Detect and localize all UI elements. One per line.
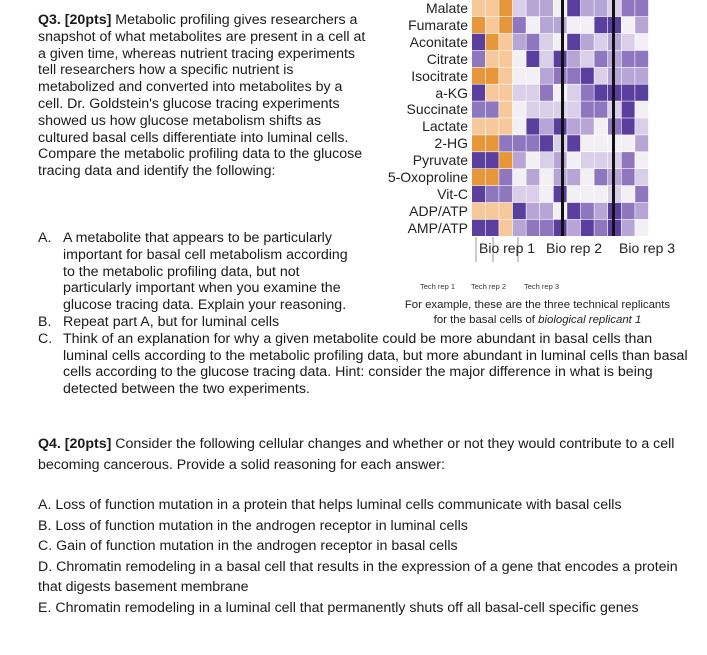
heatmap-cell [635,17,648,33]
metabolite-label: Isocitrate [411,67,468,84]
heatmap-cell [635,186,648,202]
heatmap-cell [567,152,580,168]
heatmap-cell [635,203,648,219]
heatmap-cell [513,135,526,151]
heatmap-cell [486,34,499,50]
heatmap-cell [622,152,635,168]
heatmap-cell [567,51,580,67]
heatmap-cell [554,68,567,84]
heatmap-cell [472,203,485,219]
heatmap-cell [594,169,607,185]
heatmap-cell [540,135,553,151]
heatmap-cell [622,118,635,134]
heatmap-cell [540,68,553,84]
heatmap-cell [567,135,580,151]
heatmap-cell [499,186,512,202]
heatmap-cell [499,51,512,67]
heatmap-cell [499,101,512,117]
heatmap-cell [513,169,526,185]
heatmap-cell [526,203,539,219]
heatmap-cell [526,68,539,84]
heatmap-cell [513,85,526,101]
heatmap-cell [513,203,526,219]
heatmap-cell [540,0,553,16]
heatmap-cell [622,169,635,185]
heatmap-cell [513,34,526,50]
heatmap-cell [622,17,635,33]
heatmap-cell [472,85,485,101]
q4-item: D. Chromatin remodeling in a basal cell that results in the expression of a gene that encodes a protein that digests basement membrane [38,558,678,595]
heatmap-cell [540,118,553,134]
bio-rep-label: Bio rep 2 [546,240,603,256]
metabolite-label: 5-Oxoproline [387,169,468,186]
heatmap-cell [622,85,635,101]
heatmap-cell [567,186,580,202]
heatmap-cell [472,51,485,67]
heatmap-cell [567,68,580,84]
heatmap-cell [499,135,512,151]
heatmap-cell [499,17,512,33]
heatmap-cell [526,85,539,101]
bio-rep-label: Bio rep 1 [479,240,536,256]
caption-line-1: For example, these are the three technical replicants [404,299,671,311]
q4-heading: Q4. [20pts] [38,436,112,452]
q4-block [38,434,698,618]
heatmap-cell [486,85,499,101]
heatmap-cell [581,135,594,151]
q3-item-text: Think of an explanation for why a given metabolite could be more abundant in basal cells than luminal cells according to the metabolic profiling data, but more abundant in luminal cells than basal cells according to the glucose tracing data. Hint: consider the major difference in what is being detected between the two experiments. [63,330,688,398]
metabolite-label: Lactate [422,118,468,135]
heatmap-cell [635,51,648,67]
heatmap-cell [567,17,580,33]
heatmap-cell [499,0,512,16]
heatmap-cell [635,101,648,117]
heatmap-cell [513,152,526,168]
heatmap-cell [581,51,594,67]
heatmap-cell [486,17,499,33]
heatmap-cell [472,0,485,16]
heatmap-cell [581,34,594,50]
heatmap-cell [594,152,607,168]
heatmap-cell [472,118,485,134]
heatmap-cell [581,101,594,117]
heatmap-cell [594,101,607,117]
heatmap-cell [635,85,648,101]
bio-rep-divider [612,0,615,236]
heatmap-cell [622,186,635,202]
metabolite-label: Citrate [426,50,468,67]
heatmap-cell [554,169,567,185]
heatmap-cell [554,101,567,117]
heatmap-cell [594,51,607,67]
heatmap-cell [513,186,526,202]
heatmap-cell [499,152,512,168]
q3-item-label: A. [38,230,52,246]
heatmap-cell [622,135,635,151]
heatmap-cell [513,118,526,134]
heatmap-cell [635,118,648,134]
heatmap-cell [472,17,485,33]
heatmap-cell [472,68,485,84]
heatmap-cell [540,152,553,168]
heatmap-cell [554,34,567,50]
heatmap-cell [499,203,512,219]
heatmap-cell [526,152,539,168]
caption-italic: biological replicant 1 [538,314,642,326]
heatmap-cell [581,68,594,84]
heatmap-cell [594,186,607,202]
heatmap-cell [567,118,580,134]
heatmap-cell [554,51,567,67]
metabolite-label: Vit-C [437,185,468,202]
heatmap-cell [486,169,499,185]
heatmap-cell [622,101,635,117]
heatmap-cell [567,169,580,185]
heatmap-cell [486,51,499,67]
heatmap-cell [567,85,580,101]
bio-rep-label: Bio rep 3 [619,240,676,256]
heatmap-cell [581,85,594,101]
metabolite-label: Succinate [406,101,468,118]
heatmap-cell [594,203,607,219]
caption-prefix: for the basal cells of [433,314,539,326]
heatmap-cells [472,0,648,236]
heatmap-cell [635,34,648,50]
heatmap-cell [486,68,499,84]
metabolite-label: Pyruvate [412,152,468,169]
heatmap-cell [472,169,485,185]
q3-item-b [38,314,688,331]
q3-item-label: B. [38,313,52,330]
metabolite-label: a-KG [435,84,468,101]
q3-intro-text: Metabolic profiling gives researchers a snapshot of what metabolites are present in a cell at a given time, whereas nutrient tracing experiments tell researchers how a specific nutrient is metabolized and converted into metabolites by a cell. Dr. Goldstein's glucose tracing experiments showed us how glucose metabolism shifts as cultured basal cells differentiate into luminal cells. Compare the metabolic profiling data to the glucose tracing data and identify the following: [38,12,366,180]
heatmap-cell [554,17,567,33]
heatmap-cell [499,118,512,134]
heatmap-cell [622,203,635,219]
metabolite-label: Fumarate [408,16,468,33]
q3-question-list [38,230,688,398]
heatmap-cell [526,0,539,16]
heatmap-cell [526,118,539,134]
heatmap-cell [635,135,648,151]
q4-item: B. Loss of function mutation in the androgen receptor in luminal cells [38,517,468,534]
heatmap-cell [540,34,553,50]
heatmap-cell [554,186,567,202]
heatmap-cell [594,0,607,16]
heatmap-cell [554,85,567,101]
heatmap-cell [486,152,499,168]
heatmap-cell [594,34,607,50]
heatmap-cell [486,186,499,202]
heatmap-cell [635,152,648,168]
heatmap-cell [540,169,553,185]
heatmap-cell [513,17,526,33]
heatmap-cell [635,0,648,16]
heatmap-cell [472,186,485,202]
heatmap-cell [526,34,539,50]
q3-item-a [38,230,349,314]
heatmap-cell [567,34,580,50]
bio-rep-divider [561,0,564,236]
heatmap-cell [540,101,553,117]
heatmap-cell [486,203,499,219]
q3-heading: Q3. [20pts] [38,12,112,28]
heatmap-cell [594,68,607,84]
metabolite-label: ADP/ATP [409,202,468,219]
tech-rep-label: Tech rep 1 [420,282,456,291]
heatmap-cell [472,101,485,117]
tech-rep-label: Tech rep 3 [524,282,560,291]
heatmap-cell [554,118,567,134]
heatmap-cell [567,203,580,219]
heatmap-cell [526,169,539,185]
heatmap-cell [594,85,607,101]
heatmap-cell [622,0,635,16]
q3-intro-block [38,12,368,180]
heatmap-cell [581,203,594,219]
heatmap-cell [594,17,607,33]
heatmap-cell [540,85,553,101]
heatmap-cell [540,203,553,219]
heatmap-cell [486,101,499,117]
heatmap-cell [554,203,567,219]
heatmap-cell [486,135,499,151]
heatmap-cell [594,118,607,134]
heatmap-cell [581,0,594,16]
q3-item-text: Repeat part A, but for luminal cells [63,313,280,330]
q4-intro [38,434,698,475]
heatmap-cell [622,51,635,67]
metabolite-label: Aconitate [409,33,468,50]
q4-item: C. Gain of function mutation in the androgen receptor in basal cells [38,538,458,554]
heatmap-cell [472,34,485,50]
heatmap-cell [526,101,539,117]
heatmap-cell [581,169,594,185]
tech-rep-label: Tech rep 2 [471,282,507,291]
heatmap-cell [594,135,607,151]
heatmap-cell [486,0,499,16]
heatmap-cell [540,17,553,33]
heatmap-cell [554,0,567,16]
metabolite-label: 2-HG [434,135,468,152]
q4-item: A. Loss of function mutation in a protein that helps luminal cells communicate with basal cells [38,497,622,513]
heatmap-cell [581,152,594,168]
heatmap-cell [472,135,485,151]
heatmap-cell [526,17,539,33]
heatmap-cell [513,101,526,117]
heatmap-cell [499,68,512,84]
q3-item-c [38,331,688,398]
heatmap-cell [622,68,635,84]
heatmap-cell [581,186,594,202]
q3-item-text: A metabolite that appears to be particularly important for basal cell metabolism according to the metabolic profiling data, but not particularly important when you examine the glucose tracing data. Explain your reasoning. [63,230,348,314]
heatmap-cell [526,51,539,67]
q4-intro-text: Consider the following cellular changes and whether or not they would contribute to a cell becoming cancerous. Provide a solid reasoning for each answer: [38,436,675,473]
heatmap-cell [526,135,539,151]
heatmap-cell [581,17,594,33]
heatmap-cell [540,186,553,202]
heatmap-cell [499,34,512,50]
heatmap-cell [540,51,553,67]
heatmap-cell [486,118,499,134]
heatmap-cell [554,135,567,151]
q4-item: E. Chromatin remodeling in a luminal cell that permanently shuts off all basal-cell specific genes [38,599,639,616]
heatmap-cell [472,152,485,168]
heatmap-cell [581,118,594,134]
heatmap-cell [635,169,648,185]
heatmap-cell [499,85,512,101]
q3-item-label: C. [38,330,53,347]
metabolite-label: Malate [425,0,468,16]
heatmap-cell [513,68,526,84]
heatmap-cell [526,186,539,202]
heatmap-cell [513,51,526,67]
heatmap-cell [622,34,635,50]
metabolite-label: AMP/ATP [407,219,468,236]
heatmap-cell [567,101,580,117]
heatmap-cell [567,0,580,16]
heatmap-cell [513,0,526,16]
heatmap-cell [635,68,648,84]
heatmap-cell [499,169,512,185]
heatmap-cell [554,152,567,168]
